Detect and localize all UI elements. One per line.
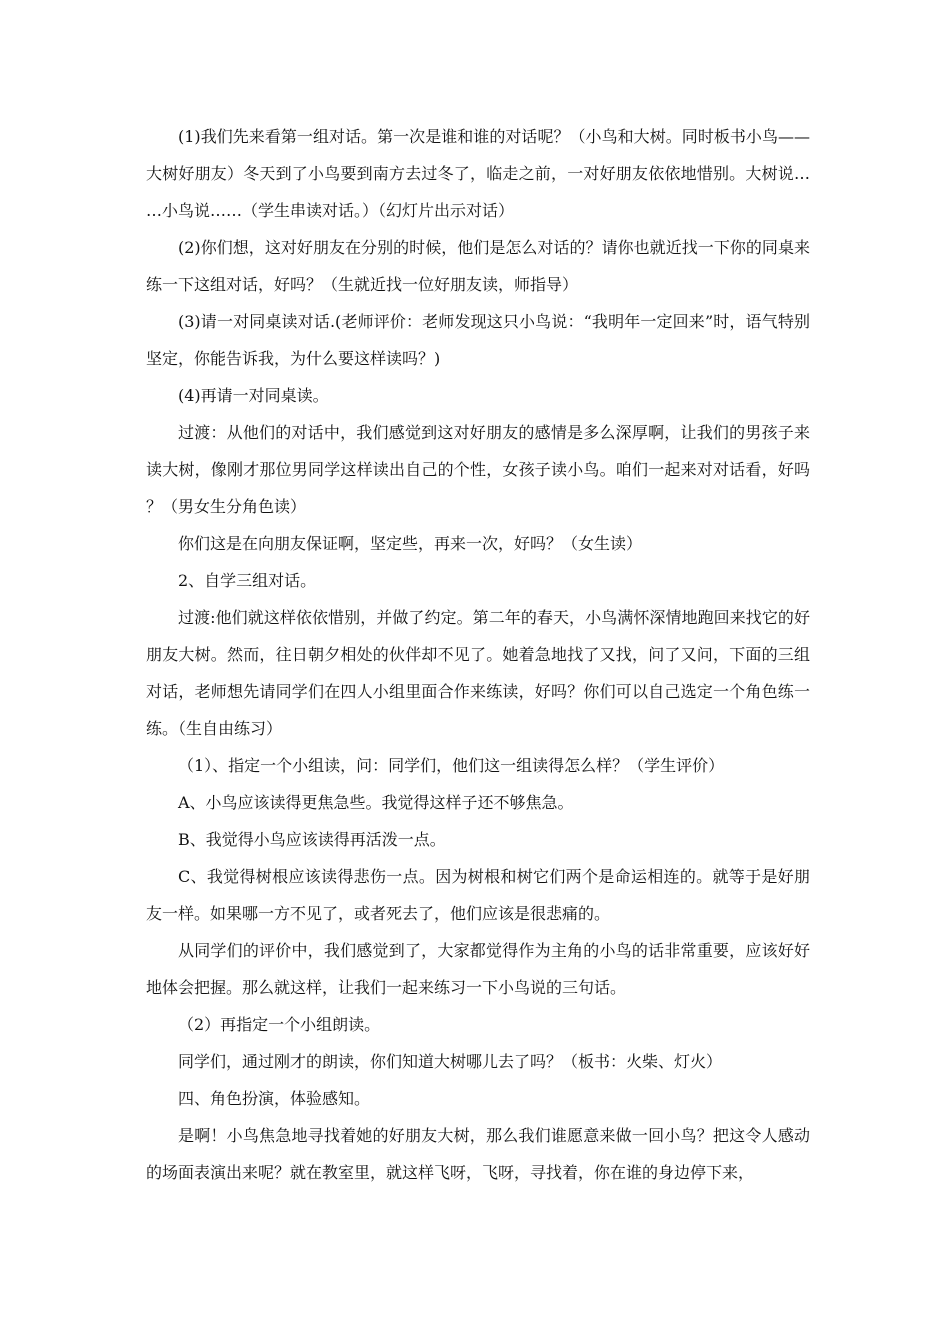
paragraph: 过渡:他们就这样依依惜别，并做了约定。第二年的春天，小鸟满怀深情地跑回来找它的好朋友大树。然而，往日朝夕相处的伙伴却不见了。她着急地找了又找，问了又问，下面的三组对话，老师想先请同学们在四人小组里面合作来练读，好吗？你们可以自己选定一个角色练一练。（生自由练习） (146, 608, 810, 738)
paragraph: （1）、指定一个小组读，问：同学们，他们这一组读得怎么样？（学生评价） (178, 756, 725, 775)
paragraph: 你们这是在向朋友保证啊，坚定些，再来一次，好吗？（女生读） (178, 534, 643, 553)
paragraph: 是啊！小鸟焦急地寻找着她的好朋友大树，那么我们谁愿意来做一回小鸟？把这令人感动的场面表演出来呢？就在教室里，就这样飞呀，飞呀，寻找着，你在谁的身边停下来， (146, 1126, 810, 1182)
paragraph: 过渡：从他们的对话中，我们感觉到这对好朋友的感情是多么深厚啊，让我们的男孩子来读大树，像刚才那位男同学这样读出自己的个性，女孩子读小鸟。咱们一起来对对话看，好吗？（男女生分角色读） (146, 423, 810, 516)
paragraph: (1)我们先来看第一组对话。第一次是谁和谁的对话呢？（小鸟和大树。同时板书小鸟——大树好朋友）冬天到了小鸟要到南方去过冬了，临走之前，一对好朋友依依地惜别。大树说……小鸟说……（学生串读对话。）（幻灯片出示对话） (146, 127, 810, 220)
paragraph: 从同学们的评价中，我们感觉到了，大家都觉得作为主角的小鸟的话非常重要，应该好好地体会把握。那么就这样，让我们一起来练习一下小鸟说的三句话。 (146, 941, 810, 997)
section-heading: 2、自学三组对话。 (178, 571, 317, 590)
paragraph: 同学们，通过刚才的朗读，你们知道大树哪儿去了吗？（板书：火柴、灯火） (178, 1052, 723, 1071)
paragraph: A、小鸟应该读得更焦急些。我觉得这样子还不够焦急。 (178, 793, 574, 812)
paragraph: (3)请一对同桌读对话.(老师评价：老师发现这只小鸟说：“我明年一定回来”时，语气特别坚定，你能告诉我，为什么要这样读吗？) (146, 312, 810, 368)
section-heading: 四、角色扮演，体验感知。 (178, 1089, 371, 1108)
paragraph: (2)你们想，这对好朋友在分别的时候，他们是怎么对话的？请你也就近找一下你的同桌来练一下这组对话，好吗？（生就近找一位好朋友读，师指导） (146, 238, 810, 294)
paragraph: C、我觉得树根应该读得悲伤一点。因为树根和树它们两个是命运相连的。就等于是好朋友一样。如果哪一方不见了，或者死去了，他们应该是很悲痛的。 (146, 867, 810, 923)
paragraph: B、我觉得小鸟应该读得再活泼一点。 (178, 830, 446, 849)
paragraph: （2）再指定一个小组朗读。 (178, 1015, 381, 1034)
paragraph: (4)再请一对同桌读。 (178, 386, 329, 405)
document-body (146, 118, 810, 1191)
